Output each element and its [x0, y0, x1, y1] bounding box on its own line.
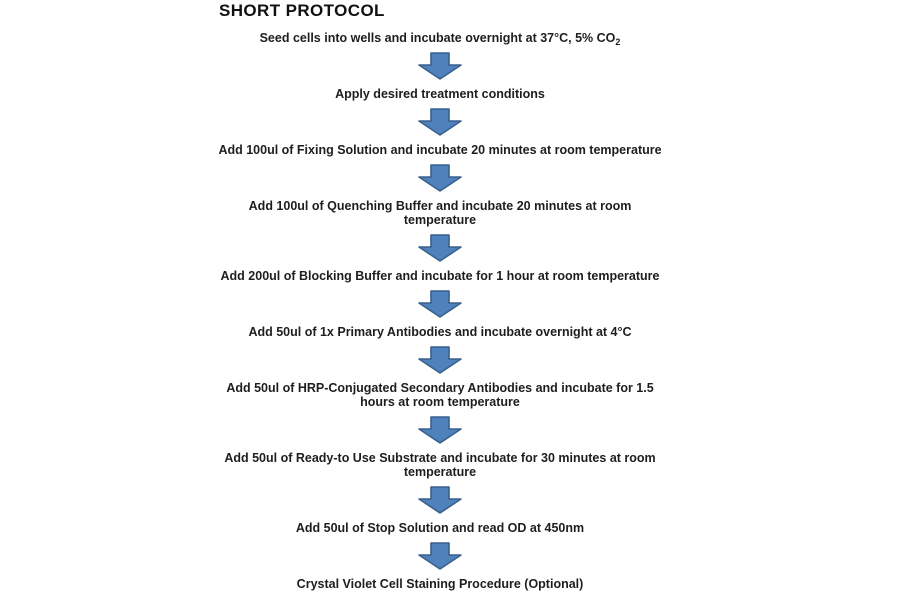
step-line-text: Add 200ul of Blocking Buffer and incubate for 1 hour at room temperature	[220, 269, 660, 283]
step-line-text: temperature	[403, 465, 477, 479]
step-line-text: Add 50ul of HRP-Conjugated Secondary Antibodies and incubate for 1.5	[226, 381, 654, 395]
down-arrow-icon	[418, 52, 462, 80]
protocol-step-text	[249, 213, 632, 227]
step-line-text: Add 50ul of 1x Primary Antibodies and incubate overnight at 4°C	[248, 325, 632, 339]
protocol-step-text	[296, 521, 584, 535]
protocol-step	[260, 31, 621, 45]
protocol-step	[249, 199, 632, 227]
step-line-text: hours at room temperature	[360, 395, 520, 409]
down-arrow-icon	[418, 346, 462, 374]
protocol-step	[221, 269, 660, 283]
protocol-step-text	[335, 87, 545, 101]
down-arrow-icon	[418, 486, 462, 514]
step-line-text: Apply desired treatment conditions	[335, 87, 545, 101]
protocol-step-text	[226, 381, 653, 395]
down-arrow-icon	[418, 416, 462, 444]
step-line-text: Crystal Violet Cell Staining Procedure (Optional)	[296, 577, 584, 591]
protocol-step-text	[249, 199, 632, 213]
protocol-step-text	[260, 31, 621, 45]
protocol-step	[248, 325, 631, 339]
subscript-text: 2	[615, 37, 621, 47]
protocol-step-text	[221, 269, 660, 283]
down-arrow-icon	[418, 234, 462, 262]
down-arrow-icon	[418, 108, 462, 136]
down-arrow-icon	[418, 290, 462, 318]
protocol-step	[297, 577, 584, 591]
protocol-step-text	[224, 451, 655, 465]
protocol-step	[335, 87, 545, 101]
protocol-step	[224, 451, 655, 479]
step-line-text: Add 100ul of Quenching Buffer and incubate 20 minutes at room	[248, 199, 632, 213]
protocol-step	[296, 521, 584, 535]
step-line-text: Add 100ul of Fixing Solution and incubate 20 minutes at room temperature	[218, 143, 662, 157]
step-line-text: Add 50ul of Ready-to Use Substrate and incubate for 30 minutes at room	[224, 451, 656, 465]
protocol-steps-column	[160, 31, 720, 591]
down-arrow-icon	[418, 164, 462, 192]
protocol-step-text	[297, 577, 584, 591]
page-title: SHORT PROTOCOL	[219, 1, 385, 20]
protocol-step	[218, 143, 661, 157]
protocol-step-text	[226, 395, 653, 409]
step-line-text: Seed cells into wells and incubate overnight at 37°C, 5% CO	[259, 31, 616, 45]
protocol-step-text	[224, 465, 655, 479]
step-line-text: Add 50ul of Stop Solution and read OD at 450nm	[295, 521, 585, 535]
step-line-text: temperature	[403, 213, 477, 227]
protocol-step-text	[218, 143, 661, 157]
down-arrow-icon	[418, 542, 462, 570]
protocol-step	[226, 381, 653, 409]
protocol-step-text	[248, 325, 631, 339]
